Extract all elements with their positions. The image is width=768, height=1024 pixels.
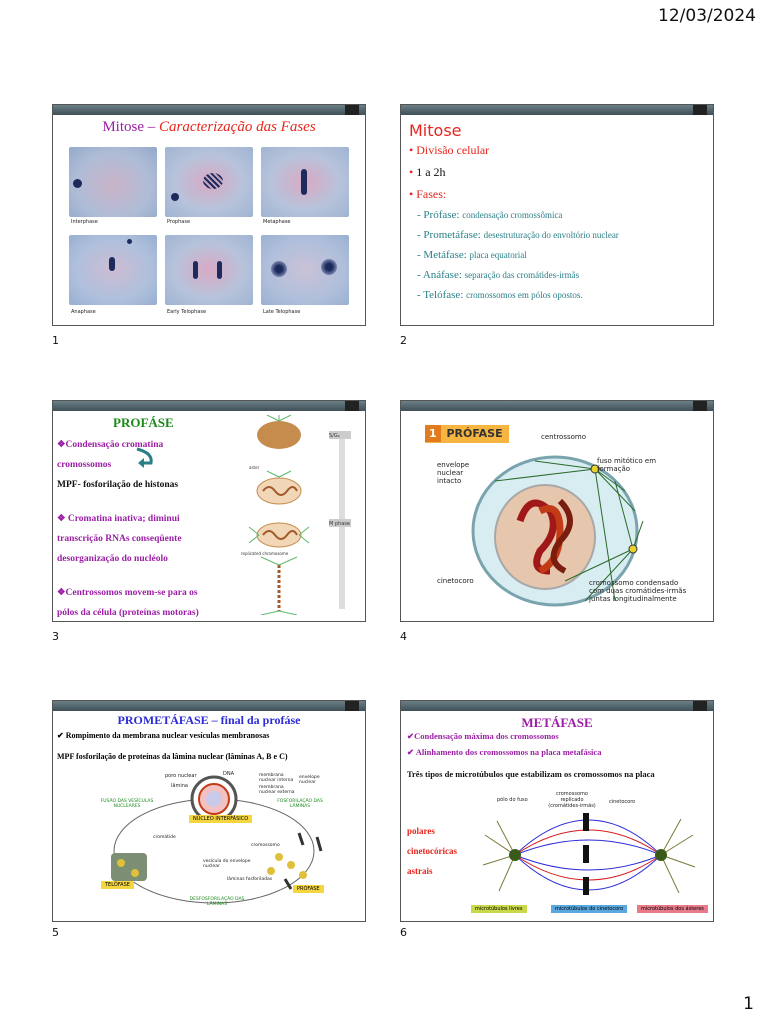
label-envelope: envelope nuclear intacto <box>437 461 470 485</box>
prophase-diagram <box>239 415 359 615</box>
slide-title: PROFÁSE <box>113 415 174 430</box>
diagram-label: DNA <box>223 771 235 777</box>
label-metaphase: Metaphase <box>263 219 291 225</box>
diagram-label: cromossomo <box>251 843 280 848</box>
slide-2[interactable] <box>400 104 714 326</box>
label-interphase: Interphase <box>71 219 98 225</box>
diagram-label: pólo do fuso <box>497 797 528 803</box>
svg-text:replicated chromosome: replicated chromosome <box>241 551 289 556</box>
slide-header-bar <box>401 105 713 115</box>
text-line: ✔Condensação máxima dos cromossomos <box>407 731 559 741</box>
metaphase-image <box>261 147 349 217</box>
text-line: MPF fosforilação de proteínas da lâmina nuclear (lâminas A, B e C) <box>57 752 288 761</box>
label-anaphase: Anaphase <box>71 309 96 315</box>
slide-6[interactable] <box>400 700 714 922</box>
metaphase-spindle-diagram <box>479 795 709 911</box>
slide-number-3: 3 <box>52 630 59 643</box>
text-line: transcrição RNAs conseqüente <box>57 534 182 544</box>
text-line: cromossomos <box>57 460 112 470</box>
diagram-label: poro nuclear <box>165 773 197 779</box>
arrow-icon <box>133 447 159 469</box>
diagram-label: vesícula do envelope nuclear <box>203 859 251 869</box>
bullet-duracao: • 1 a 2h <box>409 165 446 179</box>
diagram-label: envelope nuclear <box>299 775 320 785</box>
page-number: 1 <box>743 994 754 1014</box>
slide-number-1: 1 <box>52 334 59 347</box>
phase-item: ‐ Metáfase: placa equatorial <box>417 249 527 261</box>
nucleo-badge: NÚCLEO INTERFÁSICO <box>189 815 252 823</box>
header-date: 12/03/2024 <box>658 6 756 26</box>
label-late-telophase: Late Telophase <box>263 309 301 315</box>
slide-number-6: 6 <box>400 926 407 939</box>
diagram-label: FOSFORILAÇÃO DAS LÂMINAS <box>277 799 323 809</box>
slide-header-bar <box>401 401 713 411</box>
phase-badge: 1 PRÓFASE <box>425 425 509 443</box>
text-line: MPF- fosforilação de histonas <box>57 480 179 490</box>
text-line: ✔ Rompimento da membrana nuclear vesículas membranosas <box>57 731 270 740</box>
anaphase-image <box>69 235 157 305</box>
diagram-label: DESFOSFORILAÇÃO DAS LÂMINAS <box>189 897 245 907</box>
diagram-label: lâmina <box>171 783 188 789</box>
slide-header-bar <box>53 401 365 411</box>
slide-header-bar <box>53 701 365 711</box>
early-telophase-image <box>165 235 253 305</box>
svg-text:M phase: M phase <box>329 521 350 527</box>
interphase-image <box>69 147 157 217</box>
legend-aster: microtúbulos dos ásteres <box>637 905 708 913</box>
label-centrossomo: centrossomo <box>541 433 587 441</box>
text-line: ❖ Cromatina inativa; diminui <box>57 514 180 524</box>
slide-5[interactable] <box>52 700 366 922</box>
prophase-image <box>165 147 253 217</box>
svg-text:S/G₂: S/G₂ <box>329 433 340 439</box>
label-early-telophase: Early Telophase <box>167 309 207 315</box>
legend-kinetochore: microtúbulos do cinetocoro <box>551 905 627 913</box>
slide-number-2: 2 <box>400 334 407 347</box>
diagram-label: membrana nuclear externa <box>259 785 295 795</box>
text-line: desorganização do nucléolo <box>57 554 168 564</box>
late-telophase-image <box>261 235 349 305</box>
text-line: pólos da célula (proteínas motoras) <box>57 608 199 618</box>
diagram-label: lâminas fosforiladas <box>227 877 273 882</box>
profase-badge: PRÓFASE <box>293 885 324 893</box>
slide-title: Mitose <box>409 121 462 140</box>
slide-header-bar <box>53 105 365 115</box>
label-prophase: Prophase <box>167 219 191 225</box>
label-fuso: fuso mitótico em formação <box>597 457 657 473</box>
slide-title: METÁFASE <box>521 715 593 730</box>
phase-item: ‐ Prófase: condensação cromossômica <box>417 209 563 221</box>
mt-type: polares <box>407 826 435 836</box>
telofase-badge: TELÓFASE <box>101 881 134 889</box>
slide-1[interactable] <box>52 104 366 326</box>
phase-item: ‐ Prometáfase: desestruturação do envoltório nuclear <box>417 229 619 241</box>
bullet-divisao: • Divisão celular <box>409 143 490 157</box>
diagram-label: cromossomo replicado (cromátides-irmãs) <box>548 791 596 809</box>
slide-number-4: 4 <box>400 630 407 643</box>
diagram-label: FUSÃO DAS VESÍCULAS NUCLEARES <box>100 799 154 809</box>
text-line: ❖Condensação cromatina <box>57 440 164 450</box>
diagram-label: cinetocoro <box>609 799 636 805</box>
slide-header-bar <box>401 701 713 711</box>
slide-number-5: 5 <box>52 926 59 939</box>
text-line: Três tipos de microtúbulos que estabilizam os cromossomos na placa <box>407 769 655 779</box>
slide-3[interactable] <box>52 400 366 622</box>
slide-4[interactable] <box>400 400 714 622</box>
svg-text:aster: aster <box>249 465 260 470</box>
phase-item: ‐ Telófase: cromossomos em pólos opostos. <box>417 289 583 301</box>
label-cinetocoro: cinetocoro <box>437 577 474 585</box>
diagram-label: cromátide <box>153 835 176 840</box>
bullet-fases: • Fases: <box>409 187 447 201</box>
text-line: ❖Centrossomos movem-se para os <box>57 588 198 598</box>
phase-item: ‐ Anáfase: separação das cromátides-irmãs <box>417 269 580 281</box>
slide-title: PROMETÁFASE – final da profáse <box>117 713 301 727</box>
text-line: ✔ Alinhamento dos cromossomos na placa metafásica <box>407 747 602 757</box>
label-cromossomo: cromossomo condensado com duas cromátides-irmãs juntas longitudinalmente <box>589 579 687 603</box>
slide-title: Mitose – Caracterização das Fases <box>102 119 316 135</box>
legend-free: microtúbulos livres <box>471 905 527 913</box>
mt-type: astrais <box>407 866 433 876</box>
mt-type: cinetocóricas <box>407 846 457 856</box>
diagram-label: membrana nuclear interna <box>259 773 294 783</box>
